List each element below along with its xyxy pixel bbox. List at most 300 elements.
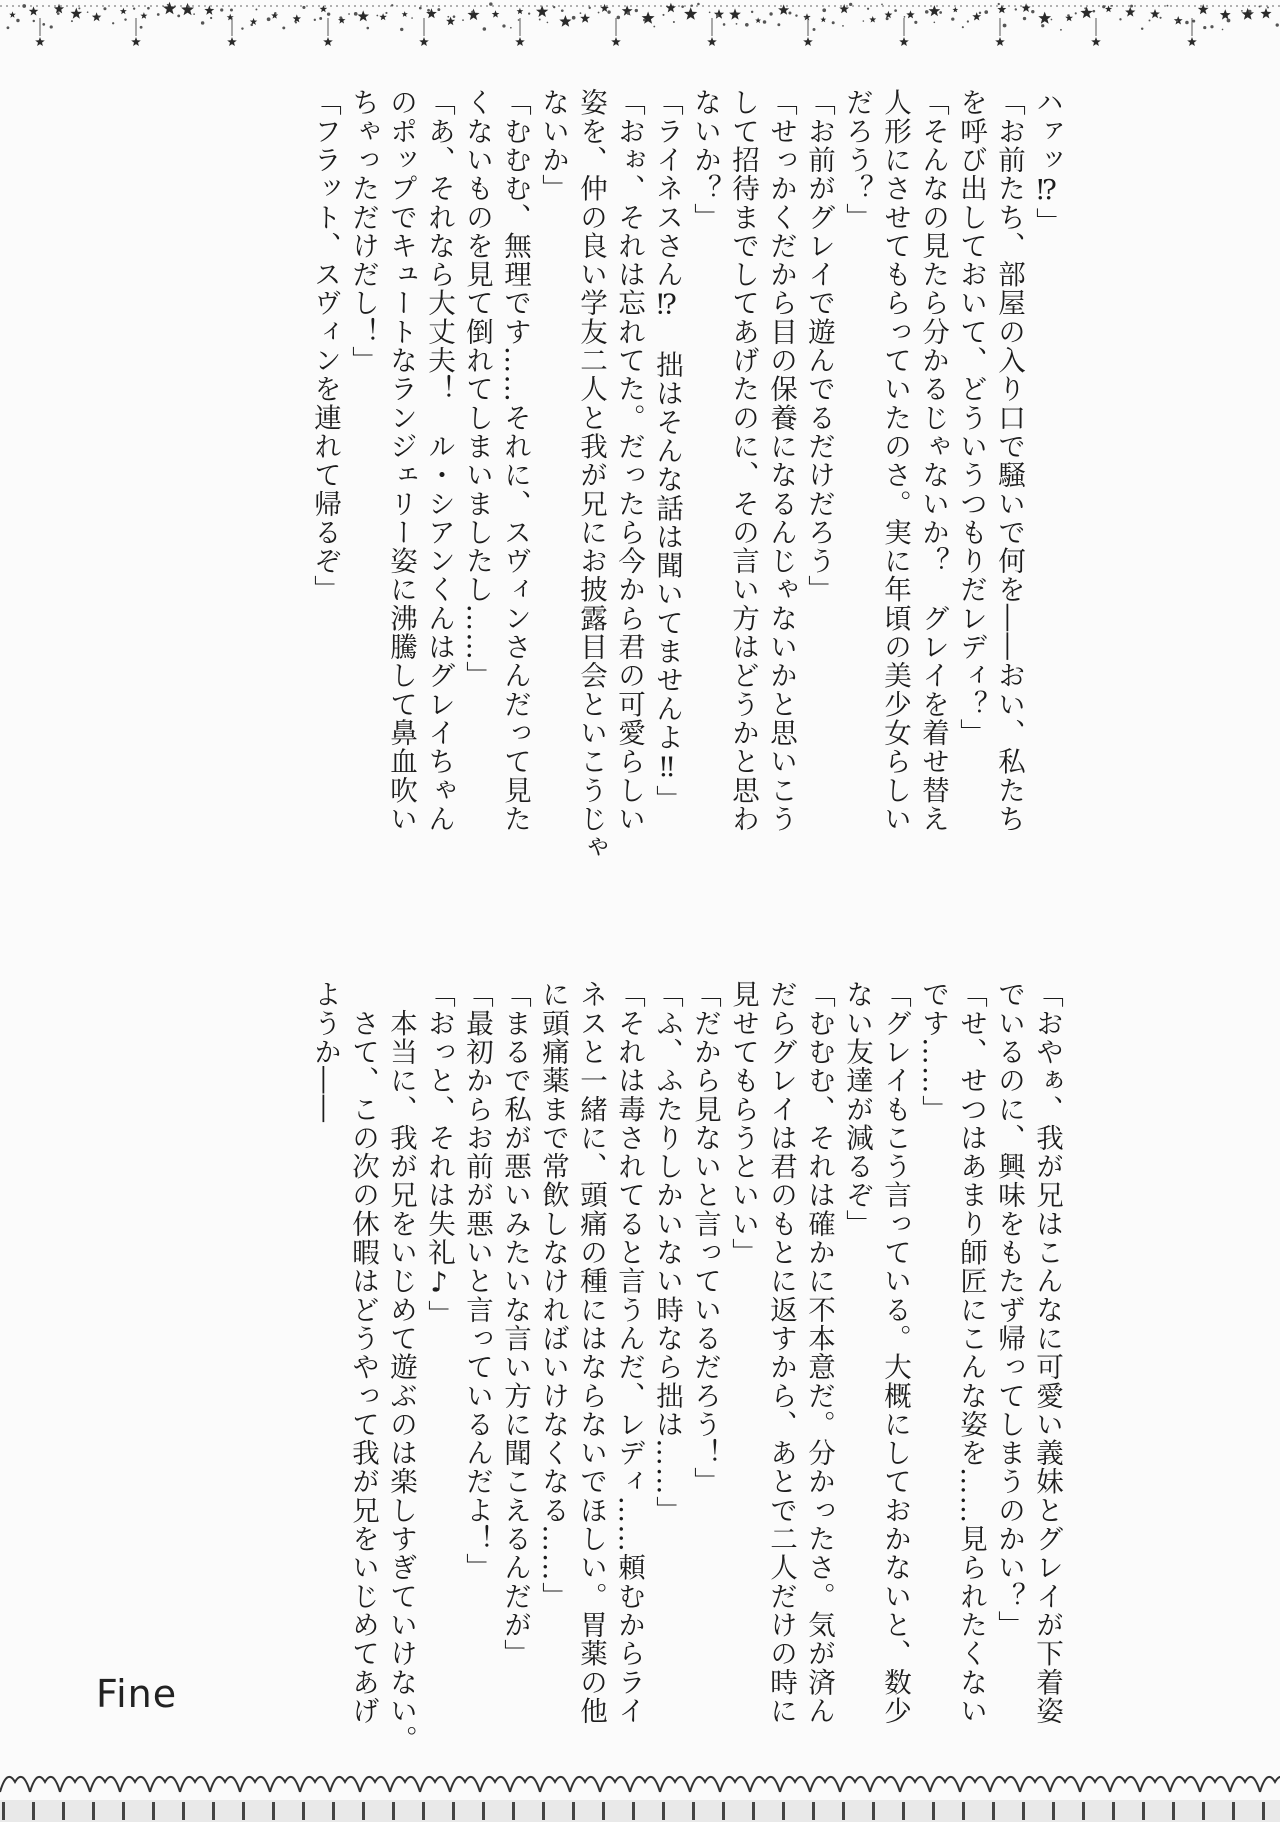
star-ornament: [820, 17, 826, 23]
sparkle-dot: [1267, 7, 1269, 9]
text-line: 人形にさせてもらっていたのさ。実に年頃の美少女らしい: [879, 88, 911, 833]
sparkle-dot: [267, 17, 271, 21]
border-bar: [2, 1802, 5, 1820]
text-line: ない友達が減るぞ」: [841, 980, 873, 1238]
text-line: 「おぉ、それは忘れてた。だったら今から君の可愛らしい: [613, 88, 645, 833]
sparkle-dot: [103, 7, 106, 10]
sparkle-dot: [462, 19, 464, 21]
scallop-ornament: [390, 1777, 420, 1792]
scallop-ornament: [630, 1777, 660, 1792]
sparkle-dot: [934, 22, 936, 24]
text-line: ようか――: [309, 980, 341, 1124]
sparkle-dot: [57, 12, 60, 15]
star-ornament: [320, 5, 328, 12]
text-line: 「お前たち、部屋の入り口で騒いで何を――おい、私たち: [993, 88, 1025, 833]
sparkle-dot: [274, 12, 276, 14]
scallop-ornament: [570, 1777, 600, 1792]
scallop-ornament: [450, 1777, 480, 1792]
scallop-ornament: [990, 1777, 1020, 1792]
scallop-ornament: [1080, 1777, 1110, 1792]
text-line: 「むむむ、それは確かに不本意だ。分かったさ。気が済ん: [803, 980, 835, 1725]
star-ornament: [120, 8, 127, 15]
scallop-ornament: [840, 1777, 870, 1792]
sparkle-dot: [314, 19, 316, 21]
text-line: 「せ、せつはあまり師匠にこんな姿を……見られたくない: [955, 980, 987, 1725]
border-bar: [572, 1802, 575, 1820]
sparkle-dot: [914, 21, 917, 24]
scallop-ornament: [60, 1777, 90, 1792]
text-line: 「あ、それなら大丈夫！ ル・シアンくんはグレイちゃん: [423, 88, 455, 833]
text-line: です……」: [917, 980, 949, 1124]
hanging-star: [707, 37, 717, 46]
sparkle-dot: [1060, 29, 1062, 31]
sparkle-dot: [220, 8, 223, 11]
text-line: ないか」: [537, 88, 569, 203]
scallop-ornament: [660, 1777, 690, 1792]
sparkle-dot: [147, 7, 150, 10]
border-bar: [872, 1802, 875, 1820]
scallop-ornament: [270, 1777, 300, 1792]
sparkle-dot: [881, 4, 883, 6]
star-ornament: [642, 12, 655, 24]
scallop-ornament: [1230, 1777, 1260, 1792]
sparkle-dot: [282, 26, 285, 29]
scallop-ornament: [540, 1777, 570, 1792]
sparkle-dot: [979, 12, 981, 14]
text-line: 本当に、我が兄をいじめて遊ぶのは楽しすぎていけない。: [385, 980, 417, 1754]
text-line: だろう？」: [841, 88, 873, 232]
end-mark: Fine: [96, 1672, 178, 1716]
sparkle-dot: [1102, 5, 1105, 8]
scallop-ornament: [1200, 1777, 1230, 1792]
scallop-ornament: [210, 1777, 240, 1792]
star-ornament: [1150, 9, 1160, 18]
star-ornament: [92, 12, 102, 21]
sparkle-dot: [1210, 25, 1213, 28]
star-ornament: [559, 15, 571, 27]
sparkle-dot: [1075, 12, 1077, 14]
sparkle-dot: [502, 24, 505, 27]
text-line: さて、この次の休暇はどうやって我が兄をいじめてあげ: [347, 980, 379, 1725]
scallop-ornament: [690, 1777, 720, 1792]
border-bar: [722, 1802, 725, 1820]
sparkle-dot: [112, 22, 114, 24]
star-ornament: [997, 5, 1006, 13]
sparkle-dot: [518, 19, 520, 21]
star-ornament: [803, 13, 811, 20]
hanging-star: [419, 37, 429, 46]
border-bar: [212, 1802, 215, 1820]
star-ornament: [163, 2, 176, 15]
scallop-ornament: [750, 1777, 780, 1792]
sparkle-dot: [453, 15, 456, 18]
sparkle-dot: [50, 25, 53, 28]
sparkle-dot: [886, 17, 889, 20]
border-bar: [242, 1802, 245, 1820]
sparkle-dot: [193, 13, 195, 15]
star-ornament: [492, 10, 500, 17]
sparkle-dot: [681, 5, 684, 8]
text-line: 「おっと、それは失礼♪」: [423, 980, 455, 1329]
text-line: 「それは毒されてると言うんだ、レディ……頼むからライ: [613, 980, 645, 1725]
sparkle-dot: [133, 7, 135, 9]
border-bar: [812, 1802, 815, 1820]
sparkle-dot: [483, 27, 487, 31]
sparkle-dot: [510, 27, 512, 29]
text-line: 「だから見ないと言っているだろう！」: [689, 980, 721, 1496]
sparkle-dot: [16, 19, 19, 22]
star-ornament: [358, 10, 370, 21]
sparkle-dot: [745, 23, 749, 27]
star-ornament: [1022, 3, 1031, 12]
sparkle-dot: [751, 11, 753, 13]
sparkle-dot: [319, 17, 322, 20]
text-line: 「お前がグレイで遊んでるだけだろう」: [803, 88, 835, 604]
text-line: 「最初からお前が悪いと言っているんだよ！」: [461, 980, 493, 1582]
sparkle-dot: [561, 9, 564, 12]
sparkle-dot: [984, 10, 988, 14]
sparkle-dot: [795, 14, 797, 16]
star-ornament: [54, 4, 64, 14]
sparkle-dot: [1092, 10, 1095, 13]
sparkle-dot: [723, 23, 726, 26]
scallop-ornament: [330, 1777, 360, 1792]
sparkle-dot: [673, 21, 675, 23]
scallop-ornament: [810, 1777, 840, 1792]
scallop-ornament: [600, 1777, 630, 1792]
sparkle-dot: [1241, 10, 1243, 12]
border-bar: [962, 1802, 965, 1820]
scallop-ornament: [90, 1777, 120, 1792]
scallop-ornament: [1050, 1777, 1080, 1792]
border-bar: [482, 1802, 485, 1820]
star-ornament: [580, 13, 590, 23]
sparkle-dot: [1003, 24, 1007, 28]
sparkle-dot: [662, 14, 664, 16]
star-ornament: [29, 6, 39, 15]
border-bar: [1172, 1802, 1175, 1820]
sparkle-dot: [354, 12, 358, 16]
star-ornament: [1080, 7, 1092, 19]
border-bar: [752, 1802, 755, 1820]
star-ornament: [1220, 9, 1231, 19]
star-border-top: [0, 0, 1280, 52]
border-bar: [302, 1802, 305, 1820]
sparkle-dot: [998, 3, 1000, 5]
sparkle-dot: [580, 12, 582, 14]
sparkle-dot: [607, 10, 610, 13]
sparkle-dot: [376, 15, 378, 17]
scallop-ornament: [360, 1777, 390, 1792]
sparkle-dot: [230, 8, 233, 11]
sparkle-dot: [1227, 19, 1231, 23]
scallop-ornament: [510, 1777, 540, 1792]
sparkle-dot: [1192, 20, 1195, 23]
border-bar: [1022, 1802, 1025, 1820]
border-bar: [632, 1802, 635, 1820]
text-line: 「ふ、ふたりしかいない時なら拙は……」: [651, 980, 683, 1525]
border-bar: [272, 1802, 275, 1820]
star-ornament: [204, 5, 214, 15]
border-bar: [1232, 1802, 1235, 1820]
star-ornament: [1038, 12, 1051, 24]
sparkle-dot: [822, 8, 826, 12]
text-line: でいるのに、興味をもたず帰ってしまうのかい？」: [993, 980, 1025, 1639]
border-bar: [422, 1802, 425, 1820]
text-line: 姿を、仲の良い学友二人と我が兄にお披露目会といこうじゃ: [575, 88, 607, 862]
sparkle-dot: [589, 7, 591, 9]
sparkle-dot: [763, 20, 767, 24]
sparkle-dot: [547, 22, 549, 24]
border-bar: [662, 1802, 665, 1820]
scallop-ornament: [1260, 1777, 1280, 1792]
text-line: 「グレイもこう言っている。大概にしておかないと、数少: [879, 980, 911, 1725]
text-line: ないか？」: [689, 88, 721, 232]
text-line: ちゃっただけだし！」: [347, 88, 379, 375]
border-bar: [362, 1802, 365, 1820]
text-line: 「ライネスさん⁉ 拙はそんな話は聞いてませんよ‼」: [651, 88, 683, 814]
hanging-star: [611, 37, 621, 46]
sparkle-dot: [777, 23, 780, 26]
border-bar: [932, 1802, 935, 1820]
border-bar: [542, 1802, 545, 1820]
border-bar: [902, 1802, 905, 1820]
sparkle-dot: [951, 18, 954, 21]
sparkle-dot: [78, 7, 80, 9]
text-line: 「おやぁ、我が兄はこんなに可愛い義妹とグレイが下着姿: [1031, 980, 1063, 1725]
text-line: に頭痛薬まで常飲しなければいけなくなる……」: [537, 980, 569, 1611]
scallop-ornament: [720, 1777, 750, 1792]
sparkle-dot: [42, 23, 45, 26]
dialogue-block-lower: [306, 980, 1066, 1800]
text-line: 「フラット、スヴィンを連れて帰るぞ」: [309, 88, 341, 604]
star-ornament: [140, 12, 147, 19]
sparkle-dot: [1130, 5, 1133, 8]
sparkle-dot: [1041, 24, 1044, 27]
text-line: のポップでキュートなランジェリー姿に沸騰して鼻血吹い: [385, 88, 417, 833]
sparkle-dot: [1176, 20, 1178, 22]
sparkle-dot: [489, 2, 492, 5]
border-bar: [1112, 1802, 1115, 1820]
sparkle-dot: [769, 12, 772, 15]
scallop-border-bottom: [0, 1762, 1280, 1822]
star-ornament: [839, 4, 849, 13]
scallop-ornament: [180, 1777, 210, 1792]
star-ornament: [684, 7, 697, 20]
sparkle-dot: [863, 20, 865, 22]
border-bar: [512, 1802, 515, 1820]
hanging-star: [323, 37, 333, 46]
border-bar: [92, 1802, 95, 1820]
sparkle-dot: [849, 3, 852, 6]
sparkle-dot: [1159, 17, 1161, 19]
sparkle-dot: [437, 8, 440, 11]
text-line: 「せっかくだから目の保養になるんじゃないかと思いこう: [765, 88, 797, 833]
sparkle-dot: [1084, 7, 1086, 9]
scallop-ornament: [150, 1777, 180, 1792]
hanging-star: [803, 37, 813, 46]
sparkle-dot: [1185, 21, 1189, 25]
sparkle-dot: [1166, 5, 1168, 7]
star-ornament: [1242, 8, 1255, 20]
border-bar: [1262, 1802, 1265, 1820]
sparkle-dot: [1222, 29, 1224, 31]
sparkle-dot: [635, 9, 638, 12]
sparkle-dot: [1111, 5, 1113, 7]
text-line: だらグレイは君のもとに返すから、あとで二人だけの時に: [765, 980, 797, 1725]
scallop-ornament: [120, 1777, 150, 1792]
sparkle-dot: [813, 28, 816, 31]
star-ornament: [666, 3, 676, 13]
star-ornament: [71, 8, 83, 19]
sparkle-dot: [98, 17, 100, 19]
sparkle-dot: [177, 14, 180, 17]
scallop-ornament: [870, 1777, 900, 1792]
sparkle-dot: [295, 21, 297, 23]
border-bar: [782, 1802, 785, 1820]
border-bar: [122, 1802, 125, 1820]
sparkle-dot: [1149, 19, 1151, 21]
hanging-star: [227, 37, 237, 46]
sparkle-dot: [925, 10, 929, 14]
sparkle-dot: [255, 9, 257, 11]
star-ornament: [293, 14, 301, 22]
sparkle-dot: [302, 6, 305, 9]
sparkle-dot: [832, 21, 835, 24]
sparkle-dot: [201, 21, 204, 24]
sparkle-dot: [140, 26, 143, 29]
star-ornament: [536, 5, 548, 17]
scallop-ornament: [1140, 1777, 1170, 1792]
sparkle-dot: [427, 9, 430, 12]
sparkle-dot: [627, 12, 630, 15]
sparkle-dot: [1141, 28, 1143, 30]
hanging-star: [35, 37, 45, 46]
sparkle-dot: [716, 14, 719, 17]
sparkle-dot: [867, 8, 869, 10]
star-ornament: [1125, 7, 1135, 17]
sparkle-dot: [1015, 8, 1017, 10]
border-bar: [1202, 1802, 1205, 1820]
border-bar: [1052, 1802, 1055, 1820]
star-ornament: [714, 9, 724, 19]
border-bar: [332, 1802, 335, 1820]
sparkle-dot: [1276, 23, 1279, 26]
sparkle-dot: [391, 4, 393, 6]
star-ornament: [885, 11, 893, 18]
scallop-ornament: [1170, 1777, 1200, 1792]
border-bar: [1142, 1802, 1145, 1820]
sparkle-dot: [962, 26, 964, 28]
sparkle-dot: [1259, 5, 1261, 7]
scallop-ornament: [240, 1777, 270, 1792]
sparkle-dot: [339, 16, 342, 19]
sparkle-dot: [366, 27, 369, 30]
sparkle-dot: [788, 11, 791, 14]
text-line: を呼び出しておいて、どういうつもりだレディ？」: [955, 88, 987, 747]
sparkle-dot: [447, 16, 449, 18]
border-bar: [1082, 1802, 1085, 1820]
star-ornament: [953, 7, 959, 12]
sparkle-dot: [572, 16, 576, 20]
star-ornament: [468, 9, 480, 21]
scallop-ornament: [1020, 1777, 1050, 1792]
sparkle-dot: [167, 4, 169, 6]
sparkle-dot: [187, 5, 189, 7]
scallop-ornament: [780, 1777, 810, 1792]
sparkle-dot: [471, 11, 474, 14]
hanging-star: [131, 37, 141, 46]
border-bar: [152, 1802, 155, 1820]
border-bar: [32, 1802, 35, 1820]
star-ornament: [379, 13, 386, 20]
hanging-star: [1187, 37, 1197, 46]
sparkle-dot: [736, 23, 738, 25]
text-line: 「そんなの見たら分かるじゃないか？ グレイを着せ替え: [917, 88, 949, 833]
sparkle-dot: [643, 19, 646, 22]
sparkle-dot: [241, 27, 243, 29]
border-bar: [62, 1802, 65, 1820]
sparkle-dot: [33, 20, 35, 22]
sparkle-dot: [210, 17, 212, 19]
scallop-ornament: [0, 1777, 30, 1792]
border-bar: [992, 1802, 995, 1820]
sparkle-dot: [709, 11, 711, 13]
dialogue-block-upper: [306, 88, 1066, 908]
hanging-star: [1091, 37, 1101, 46]
sparkle-dot: [967, 20, 969, 22]
sparkle-dot: [1119, 18, 1121, 20]
border-bar: [452, 1802, 455, 1820]
sparkle-dot: [385, 12, 387, 14]
sparkle-dot: [124, 18, 126, 20]
scallop-ornament: [1110, 1777, 1140, 1792]
scallop-ornament: [480, 1777, 510, 1792]
star-ornament: [9, 11, 16, 17]
scallop-ornament: [300, 1777, 330, 1792]
border-bar: [602, 1802, 605, 1820]
sparkle-dot: [1248, 10, 1251, 13]
sparkle-dot: [1023, 17, 1026, 20]
sparkle-dot: [1203, 26, 1206, 29]
text-line: して招待までしてあげたのに、その言い方はどうかと思わ: [727, 88, 759, 833]
border-bar: [182, 1802, 185, 1820]
sparkle-dot: [250, 24, 253, 27]
border-bar: [392, 1802, 395, 1820]
sparkle-dot: [1067, 14, 1069, 16]
sparkle-dot: [617, 16, 621, 20]
sparkle-dot: [894, 9, 897, 12]
hanging-star: [515, 37, 525, 46]
border-bar: [692, 1802, 695, 1820]
star-ornament: [402, 11, 408, 17]
sparkle-dot: [553, 6, 555, 8]
star-ornament: [755, 17, 761, 23]
border-bar: [842, 1802, 845, 1820]
text-line: くないものを見て倒れてしまいましたし……」: [461, 88, 493, 690]
sparkle-dot: [539, 19, 541, 21]
sparkle-dot: [939, 11, 942, 14]
sparkle-dot: [1031, 10, 1034, 13]
sparkle-dot: [804, 16, 806, 18]
star-ornament: [906, 10, 914, 18]
sparkle-dot: [348, 13, 350, 15]
sparkle-dot: [400, 28, 403, 31]
sparkle-dot: [697, 3, 700, 6]
star-ornament: [729, 8, 741, 19]
scallop-ornament: [420, 1777, 450, 1792]
star-ornament: [517, 8, 524, 14]
